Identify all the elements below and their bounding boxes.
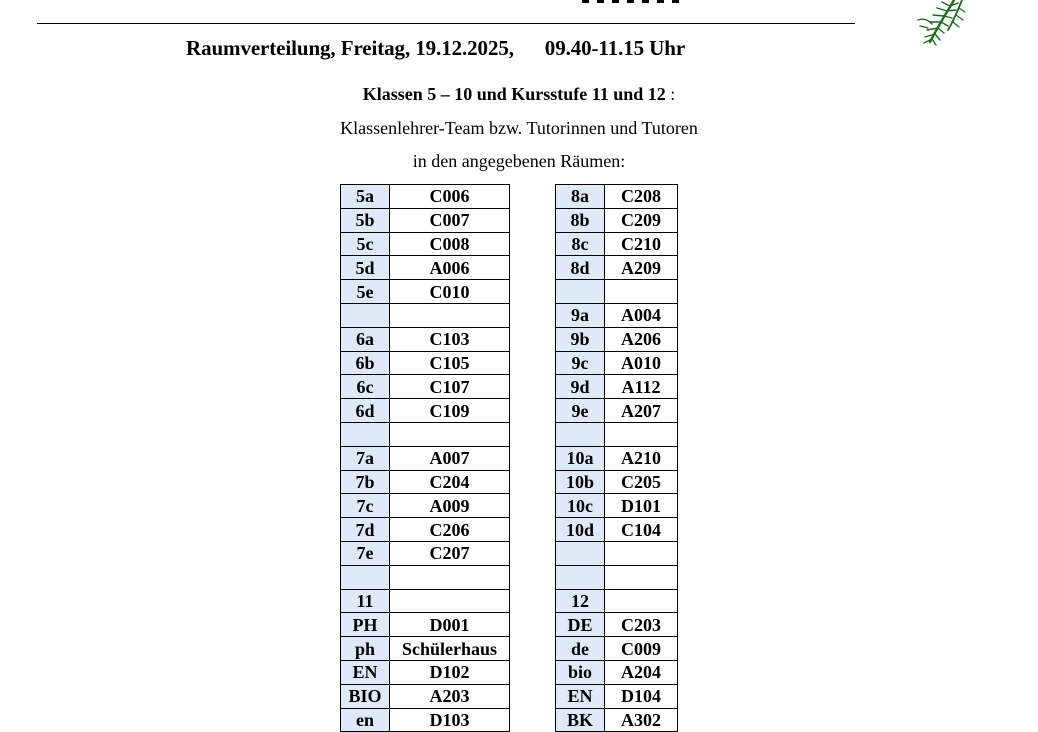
table-row <box>556 470 678 494</box>
class-cell: en <box>341 708 390 732</box>
room-cell: C109 <box>390 399 510 423</box>
class-cell: 5c <box>341 232 390 256</box>
table-row <box>556 185 678 209</box>
table-row <box>556 708 678 732</box>
class-cell: EN <box>341 660 390 684</box>
fir-branch-icon <box>858 0 968 48</box>
class-cell: EN <box>556 684 605 708</box>
table-row <box>556 565 678 589</box>
class-cell <box>556 541 605 565</box>
class-cell <box>556 280 605 304</box>
table-row <box>556 280 678 304</box>
room-cell: C204 <box>390 470 510 494</box>
room-cell: C006 <box>390 185 510 209</box>
table-row <box>341 541 510 565</box>
room-cell: A204 <box>605 660 678 684</box>
table-row <box>341 660 510 684</box>
table-row <box>341 446 510 470</box>
class-cell: 10b <box>556 470 605 494</box>
table-row <box>556 303 678 327</box>
table-row <box>556 494 678 518</box>
table-row <box>341 470 510 494</box>
table-row <box>341 185 510 209</box>
table-row <box>556 613 678 637</box>
class-cell <box>556 422 605 446</box>
class-cell: bio <box>556 660 605 684</box>
table-row <box>341 375 510 399</box>
class-cell: 8a <box>556 185 605 209</box>
class-cell: BK <box>556 708 605 732</box>
room-cell: A007 <box>390 446 510 470</box>
room-cell: A209 <box>605 256 678 280</box>
room-cell <box>390 422 510 446</box>
table-row <box>341 637 510 661</box>
intro-teachers-line: Klassenlehrer-Team bzw. Tutorinnen und Tutoren <box>340 118 698 138</box>
room-cell <box>605 589 678 613</box>
header-rule <box>37 23 855 24</box>
intro-classes-bold: Klassen 5 – 10 und Kursstufe 11 und 12 <box>362 84 666 104</box>
room-cell: C206 <box>390 518 510 542</box>
intro-classes-line <box>0 84 1038 105</box>
class-cell: 7b <box>341 470 390 494</box>
room-cell: A010 <box>605 351 678 375</box>
room-cell: D102 <box>390 660 510 684</box>
room-cell: D101 <box>605 494 678 518</box>
table-row <box>341 208 510 232</box>
class-cell: 12 <box>556 589 605 613</box>
room-cell: C009 <box>605 637 678 661</box>
class-cell <box>341 303 390 327</box>
room-cell <box>390 565 510 589</box>
room-cell: C205 <box>605 470 678 494</box>
table-row <box>556 446 678 470</box>
table-row <box>341 613 510 637</box>
class-cell: BIO <box>341 684 390 708</box>
intro-classes-suffix: : <box>665 84 676 104</box>
class-cell: 7e <box>341 541 390 565</box>
class-cell: 7c <box>341 494 390 518</box>
room-cell: A207 <box>605 399 678 423</box>
table-row <box>341 232 510 256</box>
table-row <box>556 327 678 351</box>
class-cell: 5a <box>341 185 390 209</box>
room-cell: C010 <box>390 280 510 304</box>
class-cell: 11 <box>341 589 390 613</box>
table-row <box>341 422 510 446</box>
class-cell: 5d <box>341 256 390 280</box>
table-row <box>341 565 510 589</box>
page-title: Raumverteilung, Freitag, 19.12.2025, 09.40-11.15 Uhr <box>186 36 686 60</box>
room-cell: C207 <box>390 541 510 565</box>
class-cell: ph <box>341 637 390 661</box>
room-cell <box>605 280 678 304</box>
table-row <box>341 518 510 542</box>
class-cell: 10a <box>556 446 605 470</box>
room-cell: A206 <box>605 327 678 351</box>
class-cell <box>341 422 390 446</box>
room-cell: C104 <box>605 518 678 542</box>
class-cell: 8c <box>556 232 605 256</box>
table-row <box>341 399 510 423</box>
cut-off-header-text <box>582 0 692 3</box>
table-row <box>341 303 510 327</box>
table-row <box>556 541 678 565</box>
table-row <box>556 232 678 256</box>
room-cell: D104 <box>605 684 678 708</box>
class-cell: 6b <box>341 351 390 375</box>
class-cell: 7d <box>341 518 390 542</box>
room-cell: C103 <box>390 327 510 351</box>
table-row <box>556 589 678 613</box>
class-cell: 9e <box>556 399 605 423</box>
room-cell: C008 <box>390 232 510 256</box>
room-cell: D001 <box>390 613 510 637</box>
class-cell: 7a <box>341 446 390 470</box>
table-row <box>341 280 510 304</box>
class-cell: 8b <box>556 208 605 232</box>
room-cell <box>605 565 678 589</box>
room-cell: C105 <box>390 351 510 375</box>
room-cell: D103 <box>390 708 510 732</box>
table-row <box>556 256 678 280</box>
class-cell: PH <box>341 613 390 637</box>
class-cell: 5b <box>341 208 390 232</box>
room-cell: C208 <box>605 185 678 209</box>
room-cell: A009 <box>390 494 510 518</box>
table-row <box>341 684 510 708</box>
room-cell: C203 <box>605 613 678 637</box>
table-row <box>556 399 678 423</box>
room-cell: A004 <box>605 303 678 327</box>
room-cell: C210 <box>605 232 678 256</box>
table-row <box>556 208 678 232</box>
class-cell: 5e <box>341 280 390 304</box>
room-table-right <box>555 184 678 732</box>
table-row <box>341 327 510 351</box>
class-cell <box>556 565 605 589</box>
class-cell <box>341 565 390 589</box>
intro-rooms-line: in den angegebenen Räumen: <box>412 151 626 171</box>
room-cell: A210 <box>605 446 678 470</box>
table-row <box>556 660 678 684</box>
table-row <box>556 518 678 542</box>
table-row <box>341 494 510 518</box>
class-cell: de <box>556 637 605 661</box>
room-cell: C209 <box>605 208 678 232</box>
class-cell: 6a <box>341 327 390 351</box>
table-row <box>556 375 678 399</box>
room-cell: A302 <box>605 708 678 732</box>
class-cell: 8d <box>556 256 605 280</box>
room-cell: A203 <box>390 684 510 708</box>
room-cell: A006 <box>390 256 510 280</box>
table-row <box>556 684 678 708</box>
class-cell: 9d <box>556 375 605 399</box>
room-cell <box>605 541 678 565</box>
class-cell: 9b <box>556 327 605 351</box>
class-cell: 6d <box>341 399 390 423</box>
class-cell: 9a <box>556 303 605 327</box>
room-cell <box>605 422 678 446</box>
room-cell: C007 <box>390 208 510 232</box>
room-cell: C107 <box>390 375 510 399</box>
table-row <box>556 351 678 375</box>
class-cell: 9c <box>556 351 605 375</box>
class-cell: 6c <box>341 375 390 399</box>
class-cell: DE <box>556 613 605 637</box>
table-row <box>556 422 678 446</box>
room-cell <box>390 589 510 613</box>
table-row <box>341 351 510 375</box>
table-row <box>341 256 510 280</box>
room-cell: Schülerhaus <box>390 637 510 661</box>
table-row <box>341 589 510 613</box>
room-table-left <box>340 184 510 732</box>
table-row <box>556 637 678 661</box>
class-cell: 10c <box>556 494 605 518</box>
room-cell <box>390 303 510 327</box>
class-cell: 10d <box>556 518 605 542</box>
table-row <box>341 708 510 732</box>
room-cell: A112 <box>605 375 678 399</box>
